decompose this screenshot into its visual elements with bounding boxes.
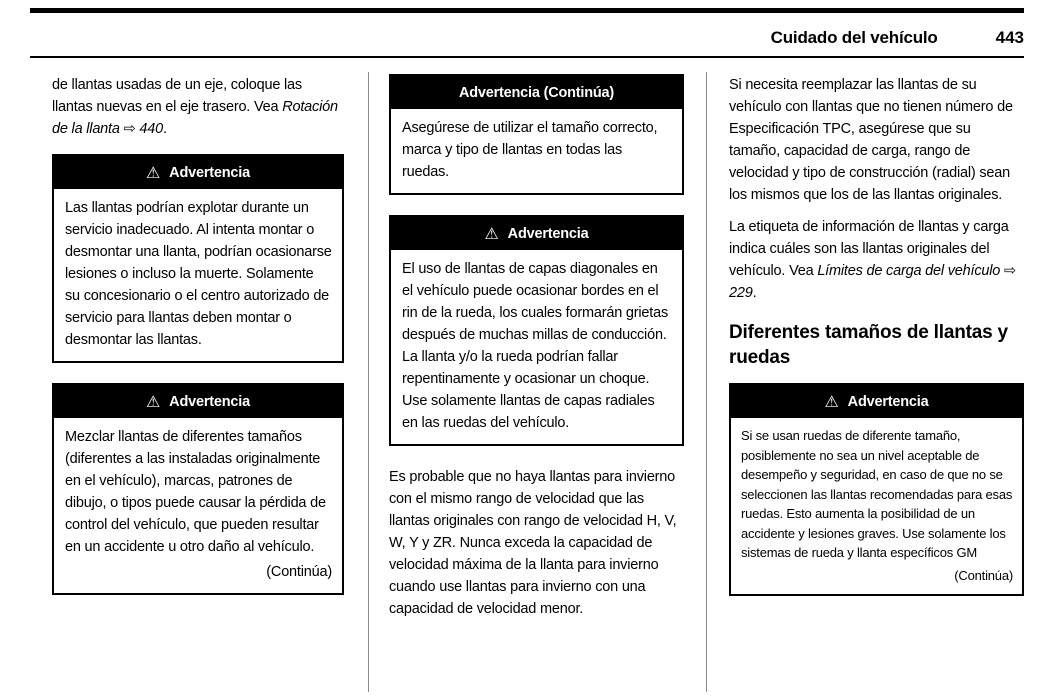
page-number: 443 [995, 28, 1024, 47]
paragraph-text: Es probable que no haya llantas para invierno con el mismo rango de velocidad que las llantas originales con rango de velocidad H, V, W, Y y ZR. Nunca exceda la capacidad de velocidad máxima de la llanta para invierno cuando use llantas para invierno con una capacidad de velocidad menor. [389, 469, 677, 617]
body-paragraph [389, 466, 684, 620]
continued-marker: (Continúa) [954, 567, 1013, 583]
warning-header [731, 385, 1022, 418]
paragraph-text: La etiqueta de información de llantas y carga indica cuáles son las llantas originales del vehículo. Vea [729, 219, 1009, 279]
paragraph-text: Si necesita reemplazar las llantas de su vehículo con llantas que no tienen número de Especificación TPC, asegúrese que su tamaño, capacidad de carga, rango de velocidad y tipo de construcción (radial) sean los mismos que los de las llantas originales. [729, 77, 1013, 203]
continued-marker: (Continúa) [266, 564, 332, 580]
column-2 [368, 72, 706, 692]
warning-triangle-icon: ⚠ [146, 391, 161, 411]
warning-header [391, 76, 682, 109]
warning-label: Advertencia [169, 164, 250, 181]
warning-body [54, 189, 342, 361]
cross-reference-arrow-icon: ⇨ [123, 121, 136, 137]
header-rule [30, 56, 1024, 58]
body-paragraph [729, 74, 1024, 206]
warning-box [729, 383, 1024, 596]
page-header [30, 28, 1024, 48]
warning-box-continued [389, 74, 684, 195]
body-paragraph [729, 216, 1024, 304]
cross-reference-arrow-icon: ⇨ [1003, 263, 1016, 279]
warning-triangle-icon: ⚠ [824, 391, 839, 411]
cross-reference-page: 440 [139, 121, 163, 137]
warning-text: Mezclar llantas de diferentes tamaños (diferentes a las instaladas originalmente en el vehículo), marcas, patrones de dibujo, o tipos puede causar la pérdida de control del vehículo, que pueden resultar en un accidente u otro daño al vehículo. [65, 429, 326, 555]
warning-body [391, 250, 682, 444]
warning-box [389, 215, 684, 446]
content-columns [30, 72, 1024, 692]
warning-label: Advertencia [507, 225, 589, 242]
warning-label: Advertencia [169, 393, 250, 410]
warning-header [54, 385, 342, 418]
warning-body [731, 418, 1022, 594]
warning-box [52, 154, 344, 363]
top-rule [30, 8, 1024, 13]
warning-label: Advertencia [847, 393, 929, 410]
warning-text: El uso de llantas de capas diagonales en el vehículo puede ocasionar bordes en el rin de la rueda, los cuales formarán grietas después de muchas millas de conducción. La llanta y/o la rueda podrían fallar repentinamente y ocasionar un choque. Use solamente llantas de capas radiales en las ruedas del vehículo. [402, 261, 669, 431]
column-3 [706, 72, 1024, 692]
warning-body [54, 418, 342, 593]
column-1 [30, 72, 368, 692]
warning-triangle-icon: ⚠ [146, 162, 161, 182]
warning-text: Las llantas podrían explotar durante un servicio inadecuado. Al intenta montar o desmontar una llanta, podrían ocasionarse lesiones o incluso la muerte. Solamente su concesionario o el centro autorizado de servicio para llantas deben montar o desmontar las llantas. [65, 200, 332, 348]
cross-reference-page: 229 [729, 285, 753, 301]
paragraph-text: . [162, 121, 167, 137]
chapter-title: Cuidado del vehículo [770, 28, 938, 47]
warning-box [52, 383, 344, 595]
warning-triangle-icon: ⚠ [484, 223, 499, 243]
warning-body [391, 109, 682, 193]
paragraph-text: de llantas usadas de un eje, coloque las llantas nuevas en el eje trasero. Vea [52, 77, 302, 115]
body-paragraph [52, 74, 344, 140]
cross-reference: Rotación de la llanta [52, 99, 338, 137]
warning-text: Si se usan ruedas de diferente tamaño, posiblemente no sea un nivel aceptable de desempeño y seguridad, en caso de que no se seleccionen las llantas recomendadas para esas ruedas. Esto aumenta la posibilidad de un accidente y lesiones graves. Use solamente los sistemas de rueda y llanta específicos GM [741, 428, 1013, 560]
warning-header [54, 156, 342, 189]
warning-header [391, 217, 682, 250]
section-heading: Diferentes tamaños de llantas y ruedas [729, 322, 1008, 368]
cross-reference: Límites de carga del vehículo [817, 263, 1001, 279]
paragraph-text: . [752, 285, 757, 301]
warning-label: Advertencia (Continúa) [458, 84, 615, 101]
warning-text: Asegúrese de utilizar el tamaño correcto, marca y tipo de llantas en todas las ruedas. [402, 120, 658, 180]
